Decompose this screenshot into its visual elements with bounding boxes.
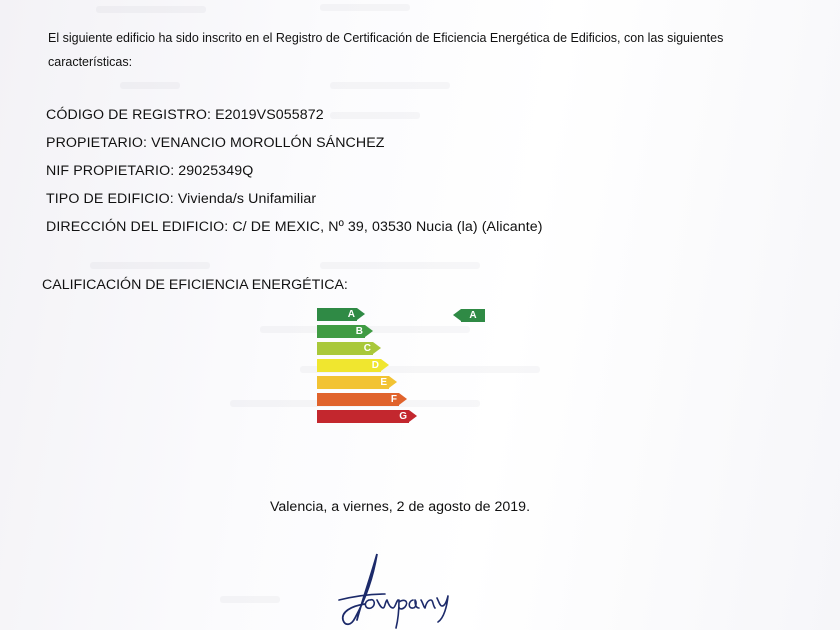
- rating-bar-arrow-icon: [381, 359, 389, 371]
- registration-code: CÓDIGO DE REGISTRO: E2019VS055872: [46, 107, 324, 123]
- result-arrow-icon: [453, 309, 461, 321]
- intro-paragraph: El siguiente edificio ha sido inscrito en el Registro de Certificación de Eficiencia Energética de Edificios, con las siguientes características:: [48, 31, 724, 69]
- rating-bar-letter: A: [347, 309, 355, 320]
- place-date-text: Valencia, a viernes, 2 de agosto de 2019.: [269, 499, 531, 515]
- energy-rating-result: [453, 309, 485, 322]
- rating-bar-letter: D: [371, 360, 379, 371]
- rating-bar-letter: G: [399, 411, 407, 422]
- rating-bar-letter: F: [390, 394, 397, 405]
- energy-rating-scale: [317, 308, 497, 432]
- owner-name: PROPIETARIO: VENANCIO MOROLLÓN SÁNCHEZ: [46, 135, 385, 151]
- rating-bar-arrow-icon: [357, 308, 365, 320]
- rating-bar-arrow-icon: [365, 325, 373, 337]
- place-date: [0, 499, 800, 515]
- rating-bar-letter: E: [380, 377, 387, 388]
- signature: [325, 548, 475, 630]
- building-type: TIPO DE EDIFICIO: Vivienda/s Unifamiliar: [46, 191, 317, 207]
- rating-bar-arrow-icon: [373, 342, 381, 354]
- rating-bar-arrow-icon: [389, 376, 397, 388]
- rating-bar-arrow-icon: [399, 393, 407, 405]
- rating-bar-letter: C: [363, 343, 371, 354]
- rating-bar-arrow-icon: [409, 410, 417, 422]
- result-letter: A: [461, 309, 485, 322]
- owner-nif: NIF PROPIETARIO: 29025349Q: [46, 163, 254, 179]
- building-address: DIRECCIÓN DEL EDIFICIO: C/ DE MEXIC, Nº 39, 03530 Nucia (la) (Alicante): [46, 219, 543, 235]
- energy-rating-label: CALIFICACIÓN DE EFICIENCIA ENERGÉTICA:: [42, 277, 348, 293]
- rating-bar-letter: B: [355, 326, 363, 337]
